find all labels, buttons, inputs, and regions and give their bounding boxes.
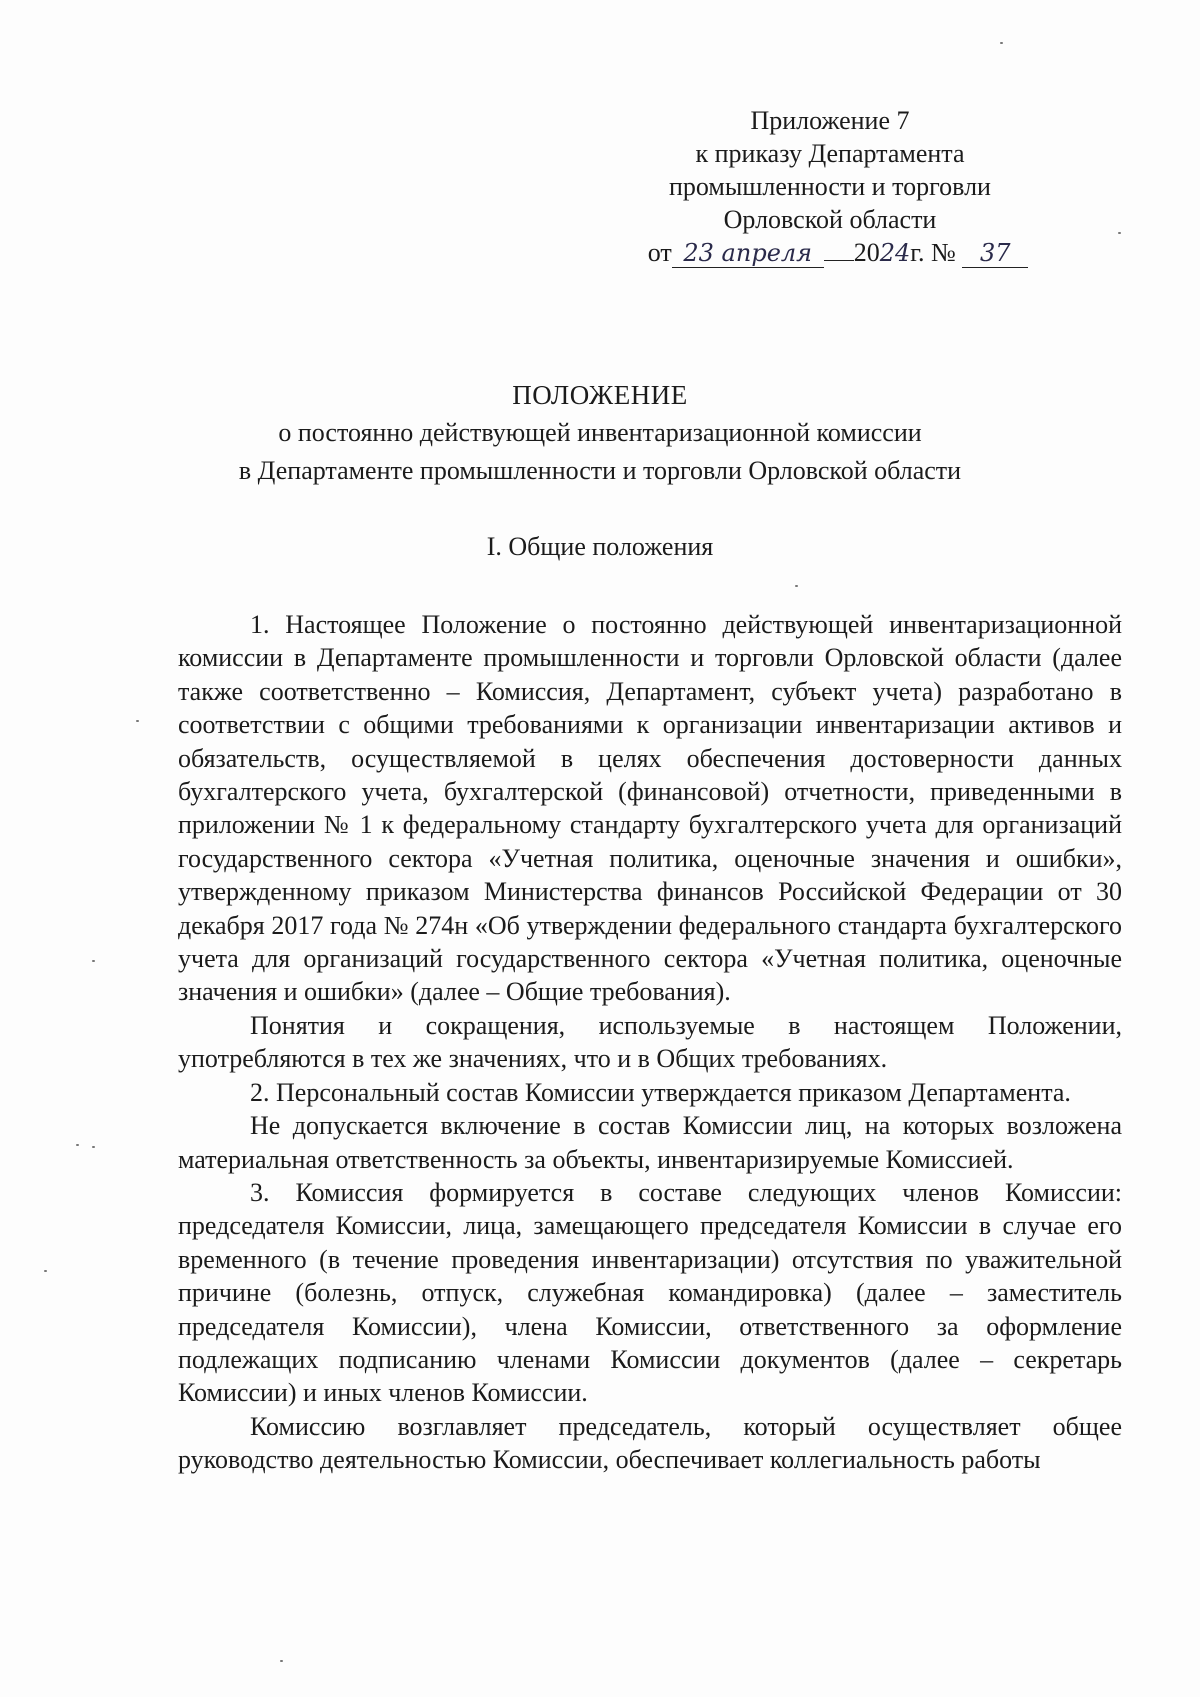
scan-speck xyxy=(76,1144,79,1146)
scan-speck xyxy=(92,960,95,962)
appendix-order-ref: к приказу Департамента xyxy=(695,139,965,168)
scan-speck xyxy=(44,1270,47,1272)
handwritten-date: 23 апреля xyxy=(672,239,824,268)
document-subtitle-line1: о постоянно действующей инвентаризационной комиссии xyxy=(278,418,922,447)
document-subtitle-line2: в Департаменте промышленности и торговли Орловской области xyxy=(238,456,962,485)
from-label: от xyxy=(647,238,672,267)
scan-speck xyxy=(280,1660,283,1662)
scan-speck xyxy=(1000,42,1003,44)
year-prefix: 20 xyxy=(853,238,880,267)
paragraph-5: 3. Комиссия формируется в составе следующих членов Комиссии: председателя Комиссии, лица, замещающего председателя Комиссии в случае его временного (в течение проведения инвентаризации) отсутствия по уважительной причине (болезнь, отпуск, служебная командировка) (далее – заместитель председателя Комиссии), члена Комиссии, ответственного за оформление подлежащих подписанию членами Комиссии документов (далее – секретарь Комиссии) и иных членов Комиссии. xyxy=(178,1177,1122,1408)
scan-speck xyxy=(136,720,139,722)
scan-speck xyxy=(92,1146,95,1148)
order-date-line xyxy=(576,236,1100,269)
handwritten-year: 24 xyxy=(879,239,911,267)
year-suffix: г. № xyxy=(910,238,956,267)
scan-speck xyxy=(1118,232,1121,234)
appendix-header xyxy=(560,104,1100,269)
section-heading: I. Общие положения xyxy=(486,532,714,561)
paragraph-1: 1. Настоящее Положение о постоянно действующей инвентаризационной комиссии в Департаменте промышленности и торговли Орловской области (далее также соответственно – Комиссия, Департамент, субъект учета) разработано в соответствии с общими требованиями к организации инвентаризации активов и обязательств, осуществляемой в целях обеспечения достоверности данных бухгалтерского учета, бухгалтерской (финансовой) отчетности, приведенными в приложении № 1 к федеральному стандарту бухгалтерского учета для организаций государственного сектора «Учетная политика, оценочные значения и ошибки», утвержденному приказом Министерства финансов Российской Федерации от 30 декабря 2017 года № 274н «Об утверждении федерального стандарта бухгалтерского учета для организаций государственного сектора «Учетная политика, оценочные значения и ошибки» (далее – Общие требования). xyxy=(178,610,1122,1007)
document-title: ПОЛОЖЕНИЕ xyxy=(512,380,688,410)
paragraph-3: 2. Персональный состав Комиссии утверждается приказом Департамента. xyxy=(250,1077,1071,1107)
date-underline xyxy=(824,259,854,261)
paragraph-2: Понятия и сокращения, используемые в настоящем Положении, употребляются в тех же значениях, что и в Общих требованиях. xyxy=(178,1010,1122,1074)
appendix-department: промышленности и торговли xyxy=(669,172,991,201)
scan-speck xyxy=(795,585,798,587)
paragraph-6: Комиссию возглавляет председатель, который осуществляет общее руководство деятельностью Комиссии, обеспечивает коллегиальность работы xyxy=(178,1411,1122,1475)
paragraph-4: Не допускается включение в состав Комиссии лиц, на которых возложена материальная ответственность за объекты, инвентаризируемые Комиссией. xyxy=(178,1111,1122,1174)
body-text xyxy=(178,608,1122,1477)
handwritten-order-number: 37 xyxy=(962,239,1028,268)
appendix-region: Орловской области xyxy=(723,205,937,234)
appendix-number: Приложение 7 xyxy=(750,106,910,135)
